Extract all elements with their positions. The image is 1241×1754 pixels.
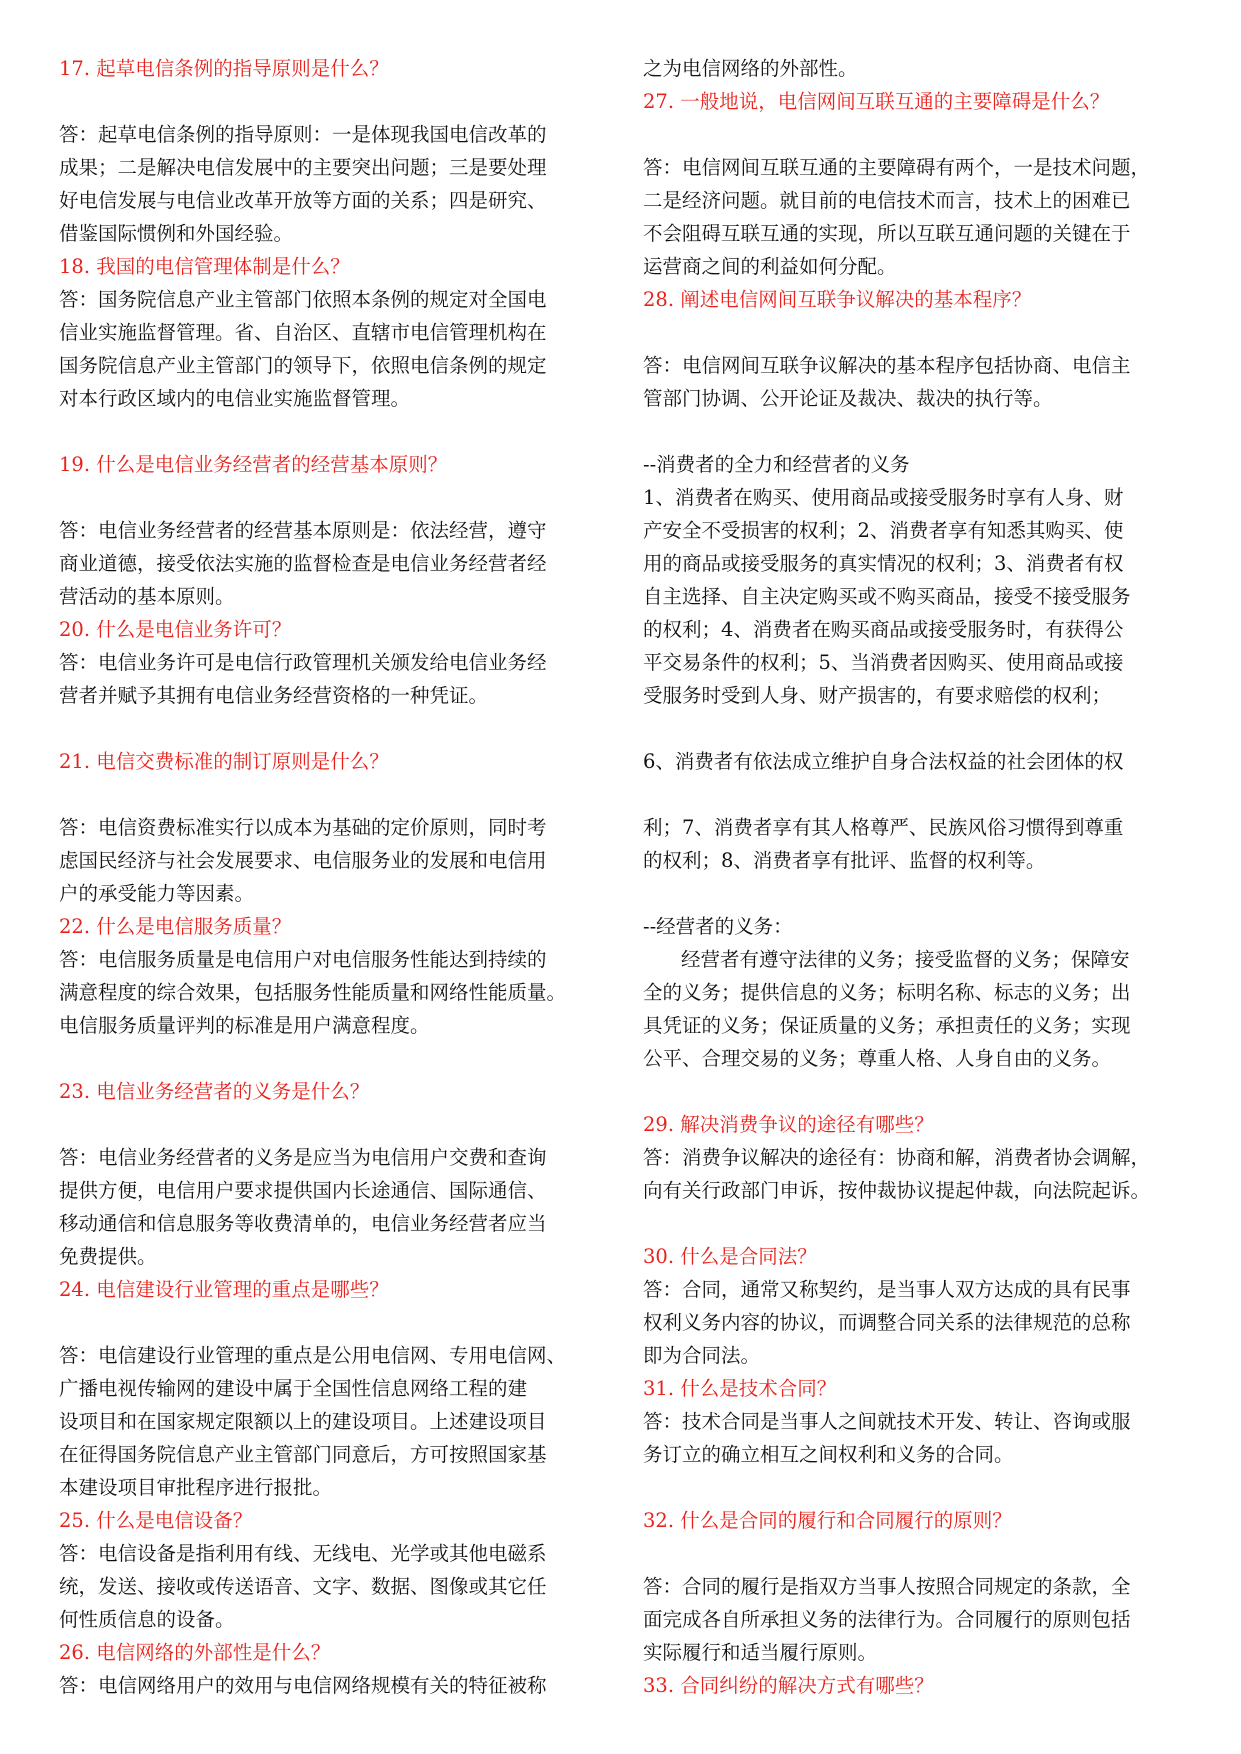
answer-line: 提供方便，电信用户要求提供国内长途通信、国际通信、 bbox=[59, 1179, 547, 1202]
answer-line: 具凭证的义务；保证质量的义务；承担责任的义务；实现 bbox=[643, 1014, 1131, 1037]
blank-line bbox=[59, 1306, 599, 1339]
answer-line: 向有关行政部门申诉，按仲裁协议提起仲裁，向法院起诉。 bbox=[643, 1179, 1151, 1202]
answer-line: 成果；二是解决电信发展中的主要突出问题；三是要处理 bbox=[59, 156, 547, 179]
answer-line: 在征得国务院信息产业主管部门同意后，方可按照国家基 bbox=[59, 1443, 547, 1466]
answer-line: 管部门协调、公开论证及裁决、裁决的执行等。 bbox=[643, 387, 1053, 410]
question-heading: 22. 什么是电信服务质量？ bbox=[59, 915, 292, 938]
answer-line: 经营者有遵守法律的义务；接受监督的义务；保障安 bbox=[681, 948, 1130, 971]
answer-line: 商业道德，接受依法实施的监督检查是电信业务经营者经 bbox=[59, 552, 547, 575]
answer-line: 答：电信资费标准实行以成本为基础的定价原则，同时考 bbox=[59, 816, 547, 839]
question-heading: 21. 电信交费标准的制订原则是什么？ bbox=[59, 750, 389, 773]
answer-line: 答：技术合同是当事人之间就技术开发、转让、咨询或服 bbox=[643, 1410, 1131, 1433]
blank-line bbox=[643, 1471, 1188, 1504]
answer-line: 面完成各自所承担义务的法律行为。合同履行的原则包括 bbox=[643, 1608, 1131, 1631]
question-heading: 18. 我国的电信管理体制是什么？ bbox=[59, 255, 350, 278]
answer-line: 答：合同，通常又称契约，是当事人双方达成的具有民事 bbox=[643, 1278, 1131, 1301]
answer-line: 营活动的基本原则。 bbox=[59, 585, 235, 608]
answer-line: 广播电视传输网的建设中属于全国性信息网络工程的建 bbox=[59, 1377, 528, 1400]
blank-line bbox=[59, 1108, 599, 1141]
answer-line: 好电信发展与电信业改革开放等方面的关系；四是研究、 bbox=[59, 189, 547, 212]
answer-line: 二是经济问题。就目前的电信技术而言，技术上的困难已 bbox=[643, 189, 1131, 212]
answer-line: 虑国民经济与社会发展要求、电信服务业的发展和电信用 bbox=[59, 849, 547, 872]
answer-line: 户的承受能力等因素。 bbox=[59, 882, 255, 905]
answer-line: 不会阻碍互联互通的实现，所以互联互通问题的关键在于 bbox=[643, 222, 1131, 245]
blank-line bbox=[643, 712, 1188, 745]
answer-line: --经营者的义务： bbox=[643, 915, 793, 938]
blank-line bbox=[643, 1207, 1188, 1240]
answer-line: 答：国务院信息产业主管部门依照本条例的规定对全国电 bbox=[59, 288, 547, 311]
blank-line bbox=[59, 481, 599, 514]
question-heading: 28. 阐述电信网间互联争议解决的基本程序？ bbox=[643, 288, 1032, 311]
answer-line: 6、消费者有依法成立维护自身合法权益的社会团体的权 bbox=[643, 750, 1124, 773]
answer-line: 营者并赋予其拥有电信业务经营资格的一种凭证。 bbox=[59, 684, 489, 707]
blank-line bbox=[643, 877, 1188, 910]
answer-line: 用的商品或接受服务的真实情况的权利；3、消费者有权 bbox=[643, 552, 1124, 575]
answer-line: 设项目和在国家规定限额以上的建设项目。上述建设项目 bbox=[59, 1410, 547, 1433]
answer-line: 答：电信网间互联互通的主要障碍有两个，一是技术问题， bbox=[643, 156, 1151, 179]
answer-line: 答：电信业务经营者的经营基本原则是：依法经营，遵守 bbox=[59, 519, 547, 542]
blank-line bbox=[59, 415, 599, 448]
question-heading: 17. 起草电信条例的指导原则是什么？ bbox=[59, 57, 389, 80]
question-heading: 23. 电信业务经营者的义务是什么？ bbox=[59, 1080, 370, 1103]
blank-line bbox=[643, 778, 1188, 811]
blank-line bbox=[643, 1075, 1188, 1108]
answer-line: 电信服务质量评判的标准是用户满意程度。 bbox=[59, 1014, 430, 1037]
answer-line: 免费提供。 bbox=[59, 1245, 157, 1268]
answer-line: 实际履行和适当履行原则。 bbox=[643, 1641, 878, 1664]
blank-line bbox=[59, 712, 599, 745]
question-heading: 19. 什么是电信业务经营者的经营基本原则？ bbox=[59, 453, 448, 476]
answer-line: 即为合同法。 bbox=[643, 1344, 761, 1367]
blank-line bbox=[643, 1537, 1188, 1570]
answer-line: 满意程度的综合效果，包括服务性能质量和网络性能质量。 bbox=[59, 981, 567, 1004]
answer-line: 自主选择、自主决定购买或不购买商品，接受不接受服务 bbox=[643, 585, 1131, 608]
right-column bbox=[643, 52, 1188, 1702]
answer-line: 答：合同的履行是指双方当事人按照合同规定的条款，全 bbox=[643, 1575, 1131, 1598]
answer-line: 全的义务；提供信息的义务；标明名称、标志的义务；出 bbox=[643, 981, 1131, 1004]
question-heading: 27. 一般地说，电信网间互联互通的主要障碍是什么？ bbox=[643, 90, 1110, 113]
question-heading: 29. 解决消费争议的途径有哪些？ bbox=[643, 1113, 934, 1136]
answer-line: 的权利；8、消费者享有批评、监督的权利等。 bbox=[643, 849, 1046, 872]
left-column bbox=[59, 52, 599, 1702]
answer-line: 信业实施监督管理。省、自治区、直辖市电信管理机构在 bbox=[59, 321, 547, 344]
answer-line: 的权利；4、消费者在购买商品或接受服务时，有获得公 bbox=[643, 618, 1124, 641]
question-heading: 30. 什么是合同法？ bbox=[643, 1245, 817, 1268]
question-heading: 24. 电信建设行业管理的重点是哪些？ bbox=[59, 1278, 389, 1301]
answer-line: 答：起草电信条例的指导原则：一是体现我国电信改革的 bbox=[59, 123, 547, 146]
answer-line: 公平、合理交易的义务；尊重人格、人身自由的义务。 bbox=[643, 1047, 1112, 1070]
question-heading: 25. 什么是电信设备？ bbox=[59, 1509, 253, 1532]
answer-line: 答：电信网间互联争议解决的基本程序包括协商、电信主 bbox=[643, 354, 1131, 377]
answer-line: 权利义务内容的协议，而调整合同关系的法律规范的总称 bbox=[643, 1311, 1131, 1334]
question-heading: 32. 什么是合同的履行和合同履行的原则？ bbox=[643, 1509, 1012, 1532]
question-heading: 31. 什么是技术合同？ bbox=[643, 1377, 837, 1400]
answer-line: 借鉴国际惯例和外国经验。 bbox=[59, 222, 294, 245]
blank-line bbox=[643, 415, 1188, 448]
answer-line: 答：电信服务质量是电信用户对电信服务性能达到持续的 bbox=[59, 948, 547, 971]
blank-line bbox=[643, 316, 1188, 349]
question-heading: 20. 什么是电信业务许可？ bbox=[59, 618, 292, 641]
blank-line bbox=[59, 1042, 599, 1075]
answer-line: 务订立的确立相互之间权利和义务的合同。 bbox=[643, 1443, 1014, 1466]
answer-line: 统，发送、接收或传送语音、文字、数据、图像或其它任 bbox=[59, 1575, 547, 1598]
answer-line: 答：电信业务经营者的义务是应当为电信用户交费和查询 bbox=[59, 1146, 547, 1169]
answer-line: 何性质信息的设备。 bbox=[59, 1608, 235, 1631]
answer-line: 运营商之间的利益如何分配。 bbox=[643, 255, 897, 278]
answer-line: --消费者的全力和经营者的义务 bbox=[643, 453, 910, 476]
answer-line: 1、消费者在购买、使用商品或接受服务时享有人身、财 bbox=[643, 486, 1124, 509]
answer-line: 利；7、消费者享有其人格尊严、民族风俗习惯得到尊重 bbox=[643, 816, 1124, 839]
answer-line: 本建设项目审批程序进行报批。 bbox=[59, 1476, 333, 1499]
answer-line: 答：电信网络用户的效用与电信网络规模有关的特征被称 bbox=[59, 1674, 547, 1697]
answer-line: 之为电信网络的外部性。 bbox=[643, 57, 858, 80]
question-heading: 33. 合同纠纷的解决方式有哪些？ bbox=[643, 1674, 934, 1697]
blank-line bbox=[59, 778, 599, 811]
question-heading: 26. 电信网络的外部性是什么？ bbox=[59, 1641, 331, 1664]
answer-line: 国务院信息产业主管部门的领导下，依照电信条例的规定 bbox=[59, 354, 547, 377]
answer-line: 答：电信设备是指利用有线、无线电、光学或其他电磁系 bbox=[59, 1542, 547, 1565]
answer-line: 答：电信业务许可是电信行政管理机关颁发给电信业务经 bbox=[59, 651, 547, 674]
answer-line: 受服务时受到人身、财产损害的，有要求赔偿的权利； bbox=[643, 684, 1112, 707]
answer-line: 移动通信和信息服务等收费清单的，电信业务经营者应当 bbox=[59, 1212, 547, 1235]
answer-line: 答：消费争议解决的途径有：协商和解，消费者协会调解， bbox=[643, 1146, 1151, 1169]
answer-line: 对本行政区域内的电信业实施监督管理。 bbox=[59, 387, 411, 410]
answer-line: 答：电信建设行业管理的重点是公用电信网、专用电信网、 bbox=[59, 1344, 567, 1367]
blank-line bbox=[643, 118, 1188, 151]
answer-line: 产安全不受损害的权利；2、消费者享有知悉其购买、使 bbox=[643, 519, 1124, 542]
blank-line bbox=[59, 85, 599, 118]
answer-line: 平交易条件的权利；5、当消费者因购买、使用商品或接 bbox=[643, 651, 1124, 674]
